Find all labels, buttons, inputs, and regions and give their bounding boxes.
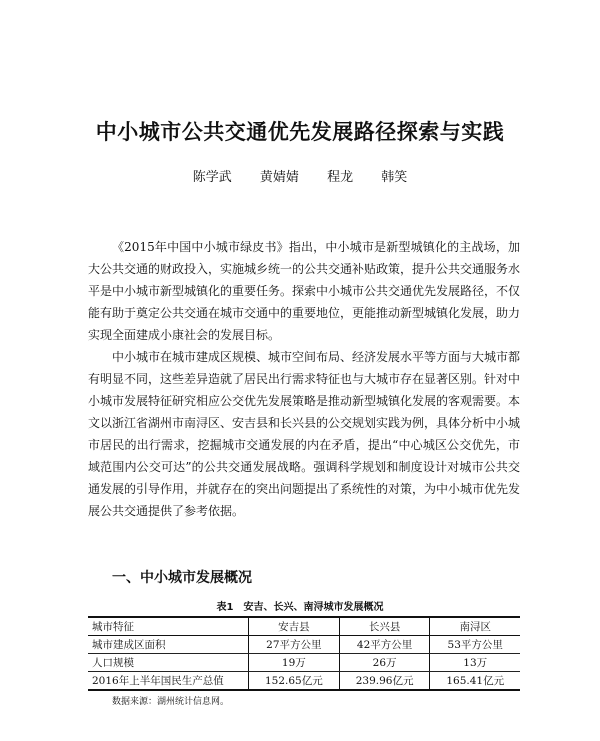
table-cell: 2016年上半年国民生产总值	[88, 672, 249, 691]
table-cell: 53平方公里	[430, 636, 520, 654]
body-paragraph: 《2015年中国中小城市绿皮书》指出，中小城市是新型城镇化的主战场，加大公共交通的财政投入，实施城乡统一的公共交通补贴政策，提升公共交通服务水平是中小城市新型城镇化的重要任务。探索中小城市公共交通优先发展路径，不仅能有助于奠定公共交通在城市交通中的重要地位，更能推动新型城镇化发展，助力实现全面建成小康社会的发展目标。	[88, 240, 521, 342]
table-header-row	[88, 617, 520, 636]
table-row	[88, 672, 520, 691]
table-cell: 42平方公里	[339, 636, 430, 654]
author-name: 陈学武	[192, 170, 232, 185]
table-header-cell: 安吉县	[249, 617, 340, 636]
section-heading: 一、中小城市发展概况	[112, 570, 252, 586]
table-cell: 13万	[430, 654, 520, 672]
table-cell: 人口规模	[88, 654, 249, 672]
body-paragraph: 中小城市在城市建成区规模、城市空间布局、经济发展水平等方面与大城市都有明显不同，这些差异造就了居民出行需求特征也与大城市存在显著区别。针对中小城市发展特征研究相应公交优先发展策略是推动新型城镇化发展的客观需要。本文以浙江省湖州市南浔区、安吉县和长兴县的公交规划实践为例，具体分析中小城市居民的出行需求，挖掘城市交通发展的内在矛盾，提出“中心城区公交优先，市域范围内公交可达”的公共交通发展战略。强调科学规划和制度设计对城市公共交通发展的引导作用，并就存在的突出问题提出了系统性的对策，为中小城市优先发展公共交通提供了参考依据。	[88, 350, 521, 518]
table-cell: 239.96亿元	[339, 672, 430, 691]
table-cell: 城市建成区面积	[88, 636, 249, 654]
table-cell: 165.41亿元	[430, 672, 520, 691]
table-source-note: 数据来源：湖州统计信息网。	[112, 697, 230, 707]
table-cell: 27平方公里	[249, 636, 340, 654]
author-name: 程龙	[327, 170, 354, 185]
table-cell: 152.65亿元	[249, 672, 340, 691]
table-cell: 19万	[249, 654, 340, 672]
table-cell: 26万	[339, 654, 430, 672]
table-header-cell: 南浔区	[430, 617, 520, 636]
table-header-cell: 长兴县	[339, 617, 430, 636]
author-list	[0, 166, 600, 185]
table-row	[88, 636, 520, 654]
city-development-table	[88, 616, 520, 691]
table-row	[88, 654, 520, 672]
article-title: 中小城市公共交通优先发展路径探索与实践	[95, 120, 505, 144]
table-caption: 表1 安吉、长兴、南浔城市发展概况	[216, 602, 384, 613]
author-name: 黄婧婧	[259, 170, 299, 185]
table-header-cell: 城市特征	[88, 617, 249, 636]
author-name: 韩笑	[381, 170, 408, 185]
